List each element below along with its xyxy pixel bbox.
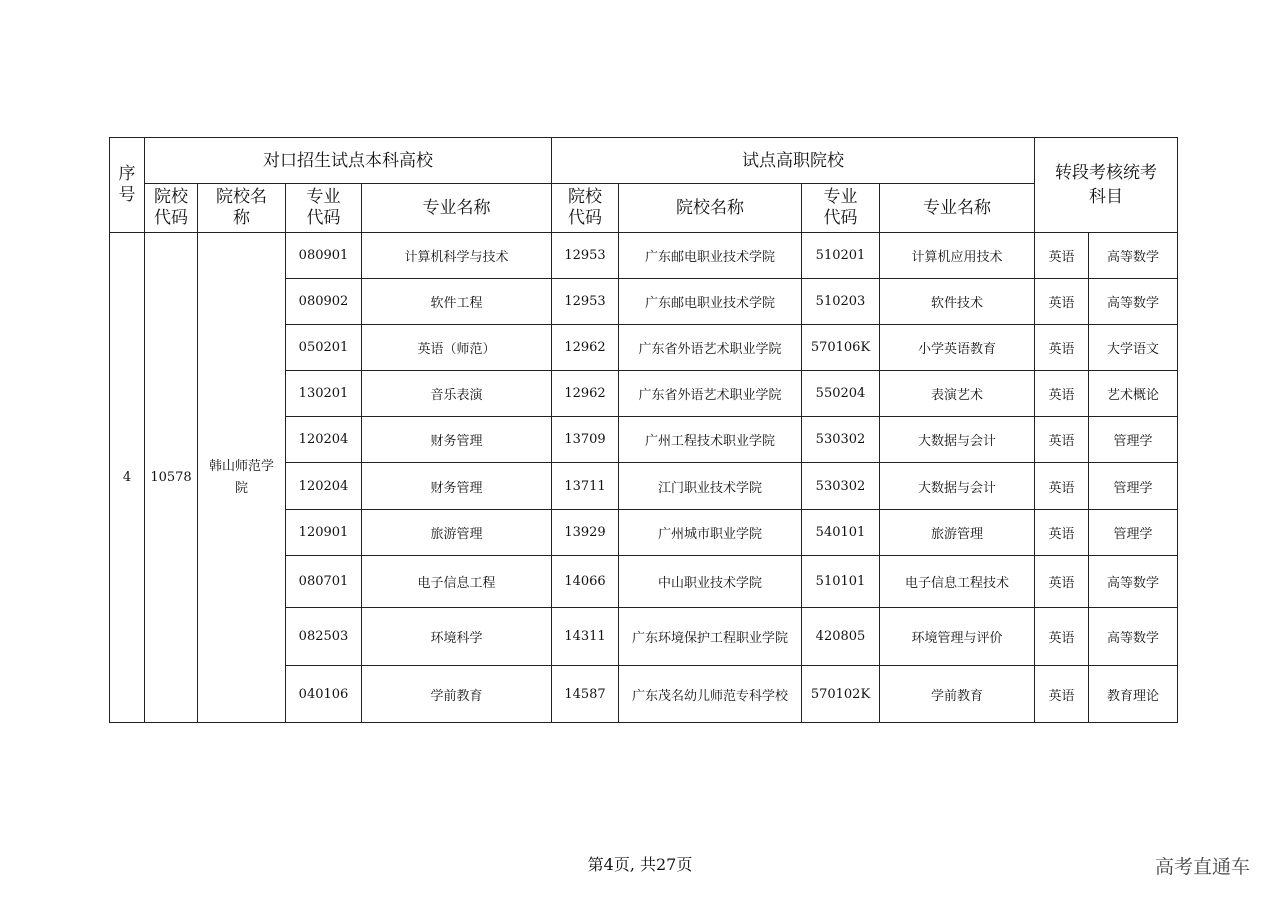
header-undergrad-group: 对口招生试点本科高校	[145, 138, 552, 184]
cell-voc-major-code: 570106K	[802, 325, 880, 371]
cell-voc-major-code: 570102K	[802, 666, 880, 723]
cell-ug-major-code: 120901	[286, 510, 362, 556]
cell-ug-major-name: 计算机科学与技术	[362, 233, 552, 279]
cell-exam1: 英语	[1035, 556, 1089, 608]
cell-voc-major-name: 大数据与会计	[880, 417, 1035, 463]
cell-exam1: 英语	[1035, 371, 1089, 417]
cell-voc-school-name: 广东邮电职业技术学院	[619, 233, 802, 279]
cell-voc-major-name: 电子信息工程技术	[880, 556, 1035, 608]
cell-voc-school-name: 中山职业技术学院	[619, 556, 802, 608]
cell-voc-school-code: 12953	[552, 233, 619, 279]
header-ug-school-name: 院校名称	[198, 184, 286, 233]
cell-ug-major-code: 120204	[286, 417, 362, 463]
cell-voc-major-name: 学前教育	[880, 666, 1035, 723]
cell-voc-school-code: 12962	[552, 371, 619, 417]
cell-ug-major-name: 软件工程	[362, 279, 552, 325]
cell-voc-school-name: 广州工程技术职业学院	[619, 417, 802, 463]
cell-voc-major-name: 大数据与会计	[880, 463, 1035, 510]
cell-ug-major-name: 学前教育	[362, 666, 552, 723]
cell-voc-major-code: 550204	[802, 371, 880, 417]
cell-exam1: 英语	[1035, 510, 1089, 556]
cell-voc-school-name: 广东环境保护工程职业学院	[619, 608, 802, 666]
cell-voc-school-code: 12953	[552, 279, 619, 325]
cell-voc-school-code: 13929	[552, 510, 619, 556]
header-voc-major-code: 专业代码	[802, 184, 880, 233]
cell-voc-major-code: 510203	[802, 279, 880, 325]
cell-voc-school-name: 广东茂名幼儿师范专科学校	[619, 666, 802, 723]
cell-exam1: 英语	[1035, 325, 1089, 371]
cell-exam2: 大学语文	[1089, 325, 1178, 371]
cell-voc-school-code: 12962	[552, 325, 619, 371]
cell-ug-major-code: 120204	[286, 463, 362, 510]
cell-exam1: 英语	[1035, 279, 1089, 325]
cell-exam1: 英语	[1035, 463, 1089, 510]
header-voc-major-name: 专业名称	[880, 184, 1035, 233]
cell-exam1: 英语	[1035, 417, 1089, 463]
cell-voc-major-name: 计算机应用技术	[880, 233, 1035, 279]
header-exam-group: 转段考核统考科目	[1035, 138, 1178, 233]
cell-voc-major-name: 环境管理与评价	[880, 608, 1035, 666]
cell-ug-major-name: 音乐表演	[362, 371, 552, 417]
cell-ug-major-code: 082503	[286, 608, 362, 666]
cell-voc-school-name: 江门职业技术学院	[619, 463, 802, 510]
header-ug-major-name: 专业名称	[362, 184, 552, 233]
cell-exam1: 英语	[1035, 233, 1089, 279]
cell-ug-major-code: 040106	[286, 666, 362, 723]
cell-voc-school-code: 14587	[552, 666, 619, 723]
cell-ug-major-code: 080701	[286, 556, 362, 608]
cell-ug-school-code: 10578	[145, 233, 198, 723]
cell-ug-major-name: 环境科学	[362, 608, 552, 666]
cell-ug-major-name: 财务管理	[362, 417, 552, 463]
cell-voc-major-code: 530302	[802, 417, 880, 463]
cell-ug-major-name: 财务管理	[362, 463, 552, 510]
cell-exam2: 高等数学	[1089, 279, 1178, 325]
cell-voc-major-code: 510101	[802, 556, 880, 608]
cell-exam2: 高等数学	[1089, 556, 1178, 608]
cell-voc-school-name: 广东省外语艺术职业学院	[619, 325, 802, 371]
cell-exam2: 高等数学	[1089, 608, 1178, 666]
header-ug-major-code: 专业代码	[286, 184, 362, 233]
cell-ug-major-code: 130201	[286, 371, 362, 417]
header-voc-school-name: 院校名称	[619, 184, 802, 233]
cell-voc-school-code: 14311	[552, 608, 619, 666]
majors-table	[109, 137, 1178, 723]
cell-ug-major-name: 英语（师范）	[362, 325, 552, 371]
cell-seq: 4	[110, 233, 145, 723]
cell-exam2: 高等数学	[1089, 233, 1178, 279]
cell-voc-school-name: 广东省外语艺术职业学院	[619, 371, 802, 417]
page-number: 第4页, 共27页	[587, 855, 693, 874]
cell-voc-school-code: 13709	[552, 417, 619, 463]
cell-exam2: 艺术概论	[1089, 371, 1178, 417]
cell-exam2: 管理学	[1089, 417, 1178, 463]
cell-exam2: 教育理论	[1089, 666, 1178, 723]
cell-exam1: 英语	[1035, 666, 1089, 723]
cell-exam1: 英语	[1035, 608, 1089, 666]
cell-exam2: 管理学	[1089, 463, 1178, 510]
cell-ug-major-code: 080902	[286, 279, 362, 325]
cell-voc-major-code: 420805	[802, 608, 880, 666]
table-row	[110, 233, 1178, 279]
cell-voc-major-name: 小学英语教育	[880, 325, 1035, 371]
header-vocational-group: 试点高职院校	[552, 138, 1035, 184]
cell-exam2: 管理学	[1089, 510, 1178, 556]
header-voc-school-code: 院校代码	[552, 184, 619, 233]
cell-ug-school-name: 韩山师范学院	[198, 233, 286, 723]
cell-voc-school-code: 13711	[552, 463, 619, 510]
cell-ug-major-code: 050201	[286, 325, 362, 371]
cell-voc-major-code: 510201	[802, 233, 880, 279]
header-ug-school-code: 院校代码	[145, 184, 198, 233]
cell-voc-major-name: 表演艺术	[880, 371, 1035, 417]
cell-ug-major-name: 电子信息工程	[362, 556, 552, 608]
cell-voc-school-name: 广州城市职业学院	[619, 510, 802, 556]
watermark-text: 高考直通车	[1154, 856, 1250, 878]
cell-ug-major-code: 080901	[286, 233, 362, 279]
cell-voc-major-name: 旅游管理	[880, 510, 1035, 556]
cell-voc-major-code: 530302	[802, 463, 880, 510]
cell-voc-school-code: 14066	[552, 556, 619, 608]
header-seq: 序号	[110, 138, 145, 233]
cell-voc-major-code: 540101	[802, 510, 880, 556]
cell-ug-major-name: 旅游管理	[362, 510, 552, 556]
cell-voc-school-name: 广东邮电职业技术学院	[619, 279, 802, 325]
cell-voc-major-name: 软件技术	[880, 279, 1035, 325]
